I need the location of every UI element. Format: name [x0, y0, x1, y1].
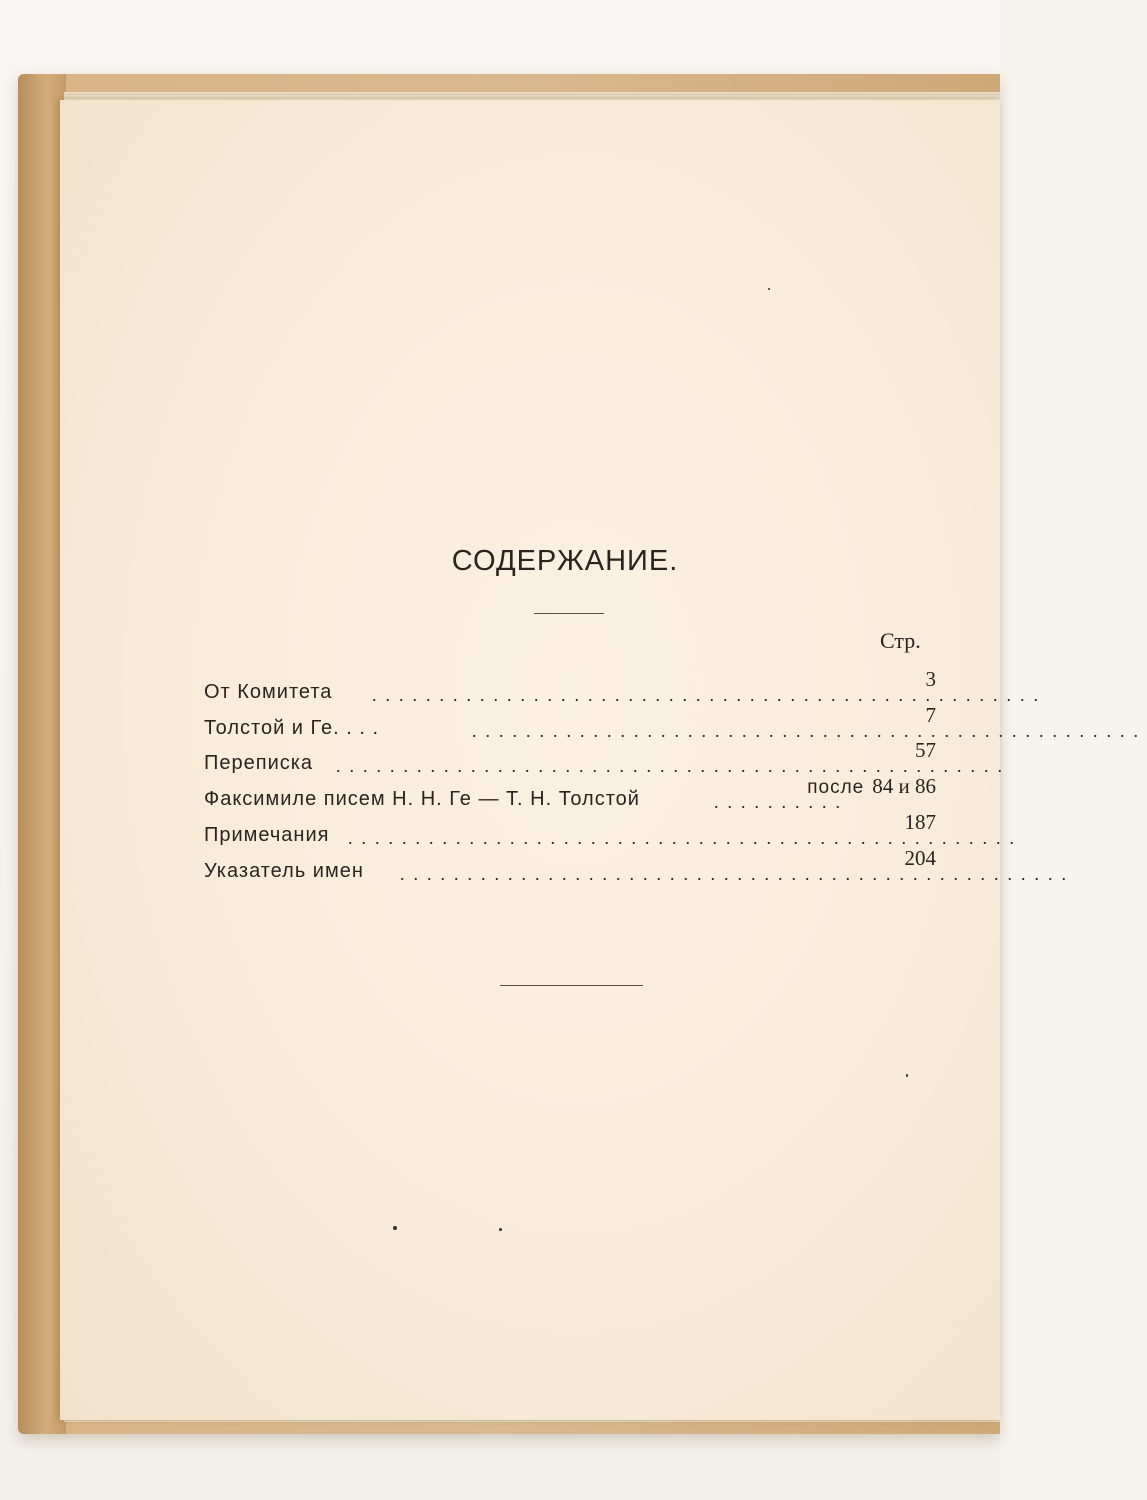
- ink-speck: [499, 1228, 502, 1231]
- toc-entry-title: Переписка: [204, 752, 314, 774]
- toc-dot-leader: ..................................................: [400, 864, 1075, 884]
- ink-speck: [906, 1074, 908, 1077]
- toc-dot-leader: ..................................................: [336, 756, 1011, 776]
- toc-entry: [204, 703, 1147, 741]
- toc-entry: [204, 667, 1047, 705]
- ink-speck: [768, 288, 770, 290]
- toc-page-note: после: [807, 777, 865, 798]
- toc-entry-title: Указатель имен: [204, 860, 364, 882]
- ink-speck: [393, 1226, 397, 1230]
- toc-entry: [204, 846, 1075, 884]
- toc-page-number: 3: [925, 667, 936, 691]
- toc-dot-leader: ..................................................: [348, 828, 1023, 848]
- toc-entry: [204, 810, 1023, 848]
- toc-entry: [204, 738, 1011, 776]
- toc-page-number: после 84 и 86: [807, 774, 936, 798]
- toc-entry: [204, 774, 936, 812]
- toc-page-number: 57: [915, 738, 936, 762]
- closing-rule: [500, 985, 643, 986]
- toc-dot-leader: ..................................................: [372, 685, 1047, 705]
- toc-entry-title: Факсимиле писем Н. Н. Ге — Т. Н. Толстой: [204, 788, 640, 810]
- title-underline: [534, 613, 604, 614]
- page-column-label: Стр.: [880, 628, 921, 653]
- toc-dot-leader: ..........: [714, 792, 849, 812]
- toc-entry-title: Примечания: [204, 824, 330, 846]
- toc-page-number: 7: [925, 703, 936, 727]
- book-spine: [18, 74, 66, 1434]
- toc-page-number: 204: [904, 846, 936, 870]
- toc-entry-title: Толстой и Ге. . . .: [204, 717, 380, 739]
- toc-page-number: 187: [904, 810, 936, 834]
- toc-entry-title: От Комитета: [204, 681, 333, 703]
- toc-dot-leader: ..................................................: [472, 721, 1147, 741]
- page-title: СОДЕРЖАНИЕ.: [451, 545, 679, 577]
